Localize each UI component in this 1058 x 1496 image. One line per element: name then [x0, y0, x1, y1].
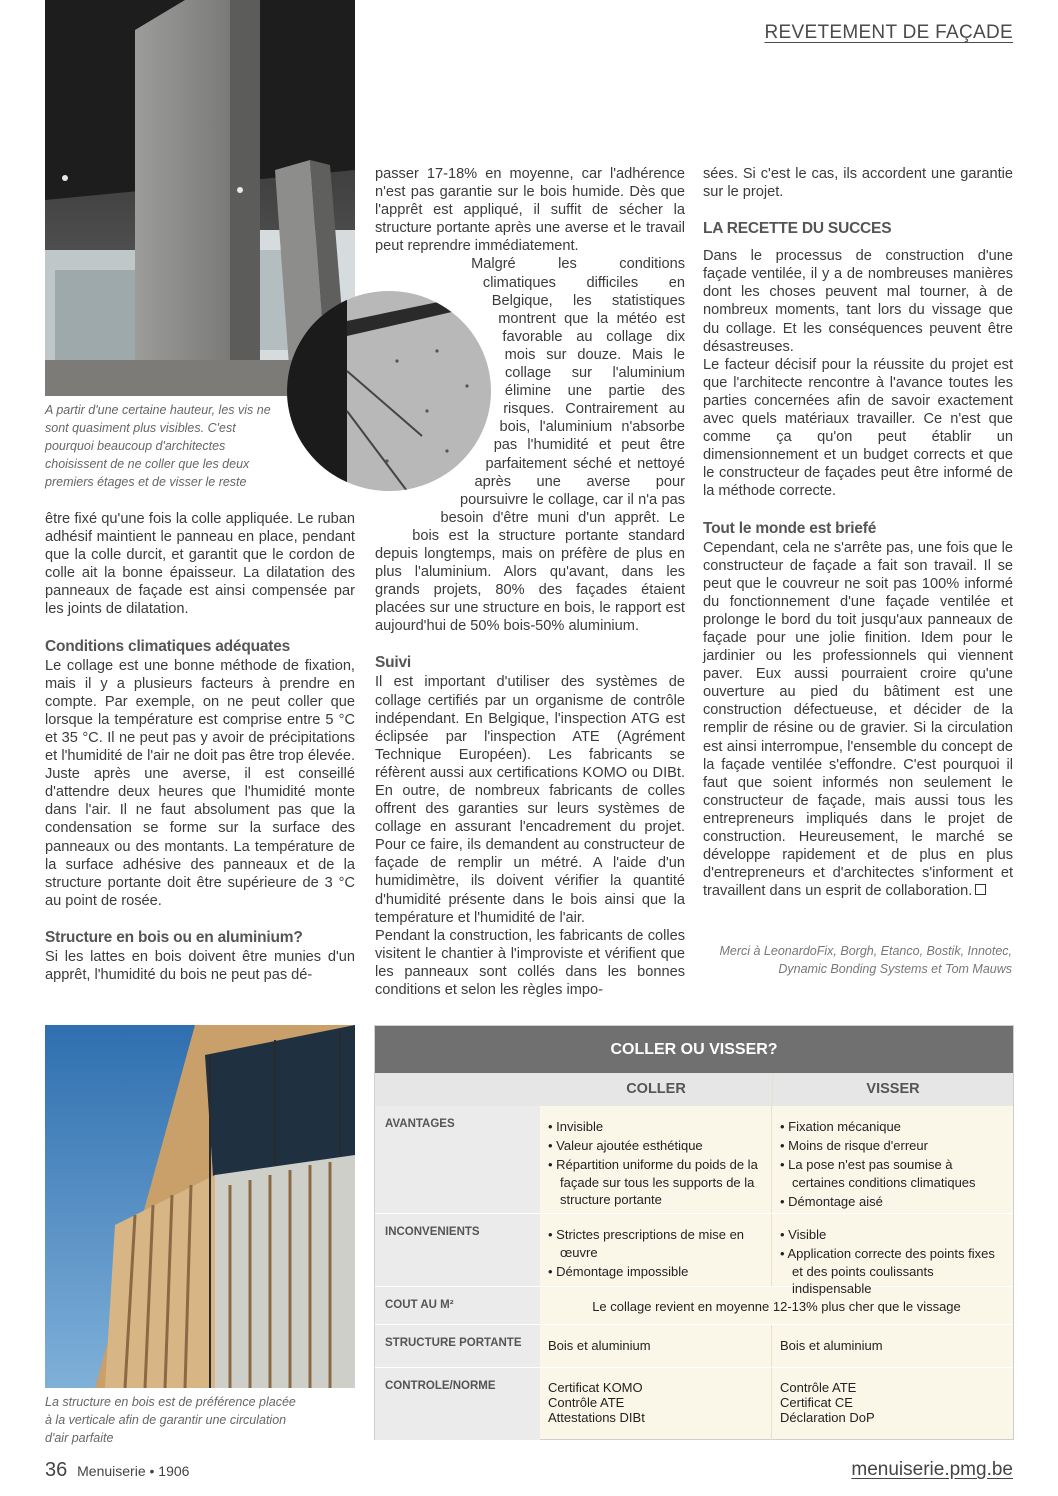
header-empty-cell — [375, 1073, 540, 1106]
cell-both: Le collage revient en moyenne 12-13% plus cher que le vissage — [592, 1299, 961, 1314]
table-row-avantages — [375, 1106, 1013, 1213]
row-label: COUT AU M² — [375, 1287, 540, 1324]
photo-facade-construction — [45, 1025, 355, 1388]
page-number: 36 — [45, 1459, 68, 1481]
column-1 — [45, 510, 355, 984]
acknowledgements: Merci à LeonardoFix, Borgh, Etanco, Bostik, Innotec, Dynamic Bonding Systems et Tom Mauws — [719, 944, 1012, 976]
subheading: Suivi — [375, 654, 412, 672]
cell-line: Contrôle ATE — [780, 1380, 857, 1395]
column-2 — [375, 165, 685, 999]
paragraph — [703, 539, 1013, 901]
row-label: STRUCTURE PORTANTE — [375, 1325, 540, 1367]
cell-visser — [772, 1106, 1013, 1213]
cell-visser — [772, 1214, 1013, 1296]
list-item: • Strictes prescriptions de mise en œuvre — [548, 1226, 765, 1261]
paragraph: être fixé qu'une fois la colle appliquée. Le ruban adhésif maintient le panneau en place, pendant que la colle durcit, et garantit que le cordon de colle ait la bonne épaisseur. La dilatation des panneaux de façade est ainsi compensée par les joints de dilatation. — [45, 511, 355, 618]
table-row-inconvenients — [375, 1213, 1013, 1296]
paragraph-text: Cependant, cela ne s'arrête pas, une fois que le constructeur de façade a fait son travail. Il se peut que le couvreur ne soit pas 100% informé du fonctionnement d'une façade ventilée et prolonge le bord du toit jusqu'aux panneaux de façade pour une jolie finition. Idem pour le jardinier ou les professionnels qui viennent paver. Eux aussi pourraient croire qu'une ouverture au pied du bâtiment est une construction défectueuse, et décider de la remplir de résine ou de gravier. Si la circulation est ainsi interrompue, l'ensemble du concept de la façade ventilée s'effondre. C'est pourquoi il faut que soient informés non seulement le constructeur de façade, mais aussi tous les entrepreneurs impliqués dans le projet de construction. Heureusement, le marché se développe rapidement et de plus en plus d'entrepreneurs et d'architectes s'informent et travaillent dans un esprit de collaboration. — [703, 539, 1013, 900]
table-row-controle — [375, 1367, 1013, 1440]
paragraph: Dans le processus de construction d'une façade ventilée, il y a de nombreuses manières dont les choses peuvent mal tourner, à de nombreux moments, tant lors du vissage que du collage. Et les conséquences peuvent être désastreuses. — [703, 248, 1013, 355]
list-item: • Démontage aisé — [780, 1193, 1007, 1211]
cell-line: Attestations DIBt — [548, 1410, 645, 1425]
subheading: Tout le monde est briefé — [703, 519, 877, 537]
paragraph: sées. Si c'est le cas, ils accordent une garantie sur le projet. — [703, 166, 1013, 201]
row-label: AVANTAGES — [375, 1106, 540, 1213]
row-label: INCONVENIENTS — [375, 1214, 540, 1286]
list-item: • La pose n'est pas soumise à certaines conditions climatiques — [780, 1156, 1007, 1191]
end-square-icon — [975, 884, 986, 895]
paragraph: Le facteur décisif pour la réussite du projet est que l'architecte rencontre à l'avance toutes les parties concernées afin de savoir exactement avec quels matériaux travailler. Ce n'est que comme ça qu'on peut établir un dimensionnement et un budget corrects et que le constructeur de façades peut être informé de la méthode correcte. — [703, 356, 1013, 500]
list-item: • Moins de risque d'erreur — [780, 1137, 1007, 1155]
list-item: • Visible — [780, 1226, 1007, 1244]
table-row-structure — [375, 1324, 1013, 1367]
cell-line: Déclaration DoP — [780, 1410, 875, 1425]
cell-coller — [540, 1106, 772, 1213]
paragraph: Pendant la construction, les fabricants de colles visitent le chantier à l'improviste et vérifient que les panneaux sont collés dans les bonnes conditions et selon les règles impo- — [375, 927, 685, 999]
header-coller: COLLER — [540, 1073, 773, 1106]
header-visser: VISSER — [866, 1081, 920, 1097]
column-3 — [703, 165, 1013, 900]
cell-line: Certificat CE — [780, 1395, 853, 1410]
photo-caption-bottom: La structure en bois est de préférence placée à la verticale afin de garantir une circulation d'air parfaite — [45, 1395, 296, 1445]
magazine-issue: Menuiserie • 1906 — [77, 1463, 190, 1479]
photo-caption-top: A partir d'une certaine hauteur, les vis ne sont quasiment plus visibles. C'est pourquoi beaucoup d'architectes choisissent de ne coller que les deux premiers étages et de visser le reste — [45, 403, 271, 489]
cell-line: Certificat KOMO — [548, 1380, 643, 1395]
paragraph: Malgré les conditions climatiques difficiles en Belgique, les statistiques montrent que la météo est favorable au collage dix mois sur douze. Mais le collage sur l'aluminium élimine une partie des risques. Contrairement au bois, l'aluminium n'absorbe pas l'humidité et peut être parfaitement séché et nettoyé après une averse pour poursuivre le collage, car il n'a pas besoin d'être muni d'un apprêt. Le bois est la structure portante standard depuis longtemps, mais on préfère de plus en plus l'aluminium. Alors qu'avant, dans les grands projets, 80% des façades étaient placées sur une structure en bois, le rapport est aujourd'hui de 50% bois-50% aluminium. — [375, 256, 685, 635]
paragraph: Si les lattes en bois doivent être munies d'un apprêt, l'humidité du bois ne peut pas dé- — [45, 948, 355, 983]
subheading: LA RECETTE DU SUCCES — [703, 220, 892, 238]
footer-page-info — [45, 1459, 189, 1482]
list-item: • Valeur ajoutée esthétique — [548, 1137, 765, 1155]
list-item: • Fixation mécanique — [780, 1118, 1007, 1136]
paragraph: Il est important d'utiliser des systèmes de collage certifiés par un organisme de contrôle indépendant. En Belgique, l'inspection ATG est éclipsée par l'inspection ATE (Agrément Technique Européen). Les fabricants se réfèrent aussi aux certifications KOMO ou DIBt. En outre, de nombreux fabricants de colles offrent des garanties sur leurs systèmes de collage en assurant l'encadrement du projet. Pour ce faire, ils demandent au constructeur de façade de remplir un métré. A l'aide d'un humidimètre, ils doivent vérifier la quantité d'humidité présente dans le bois ainsi que la température et l'humidité de l'air. — [375, 674, 685, 926]
list-item: • Répartition uniforme du poids de la façade sur tous les supports de la structure portante — [548, 1156, 765, 1209]
table-row-cout — [375, 1286, 1013, 1324]
list-item: • Application correcte des points fixes et des points coulissants indispensable — [780, 1245, 1007, 1298]
subheading: Conditions climatiques adéquates — [45, 637, 291, 655]
cell-visser — [772, 1368, 1013, 1440]
list-item: • Invisible — [548, 1118, 765, 1136]
cell-line: Contrôle ATE — [548, 1395, 625, 1410]
cell-coller — [540, 1368, 772, 1440]
row-label: CONTROLE/NORME — [375, 1368, 540, 1440]
section-title: REVETEMENT DE FAÇADE — [764, 22, 1013, 43]
comparison-table — [374, 1025, 1014, 1440]
subheading: Structure en bois ou en aluminium? — [45, 928, 303, 946]
cell-visser: Bois et aluminium — [780, 1338, 883, 1353]
list-item: • Démontage impossible — [548, 1263, 765, 1281]
paragraph: passer 17-18% en moyenne, car l'adhérence n'est pas garantie sur le bois humide. Dès que l'apprêt est appliqué, il suffit de sécher la structure portante après une averse et le travail peut reprendre immédiatement. — [375, 166, 685, 255]
paragraph: Le collage est une bonne méthode de fixation, mais il y a plusieurs facteurs à prendre en compte. Par exemple, on ne peut coller que lorsque la température est comprise entre 5 °C et 35 °C. Il ne peut pas y avoir de précipitations et l'humidité de l'air ne doit pas être trop élevée. Juste après une averse, il est conseillé d'attendre deux heures que l'humidité monte dans l'air. Il ne faut absolument pas que la condensation se forme sur la surface des panneaux ou des montants. La température de la surface adhésive des panneaux et de la structure portante doit être supérieure de 3 °C au point de rosée. — [45, 657, 355, 909]
cell-coller — [540, 1214, 772, 1286]
cell-coller: Bois et aluminium — [540, 1325, 772, 1367]
table-title: COLLER OU VISSER? — [375, 1026, 1013, 1073]
table-header — [375, 1073, 1013, 1106]
website-link[interactable]: menuiserie.pmg.be — [851, 1459, 1013, 1480]
